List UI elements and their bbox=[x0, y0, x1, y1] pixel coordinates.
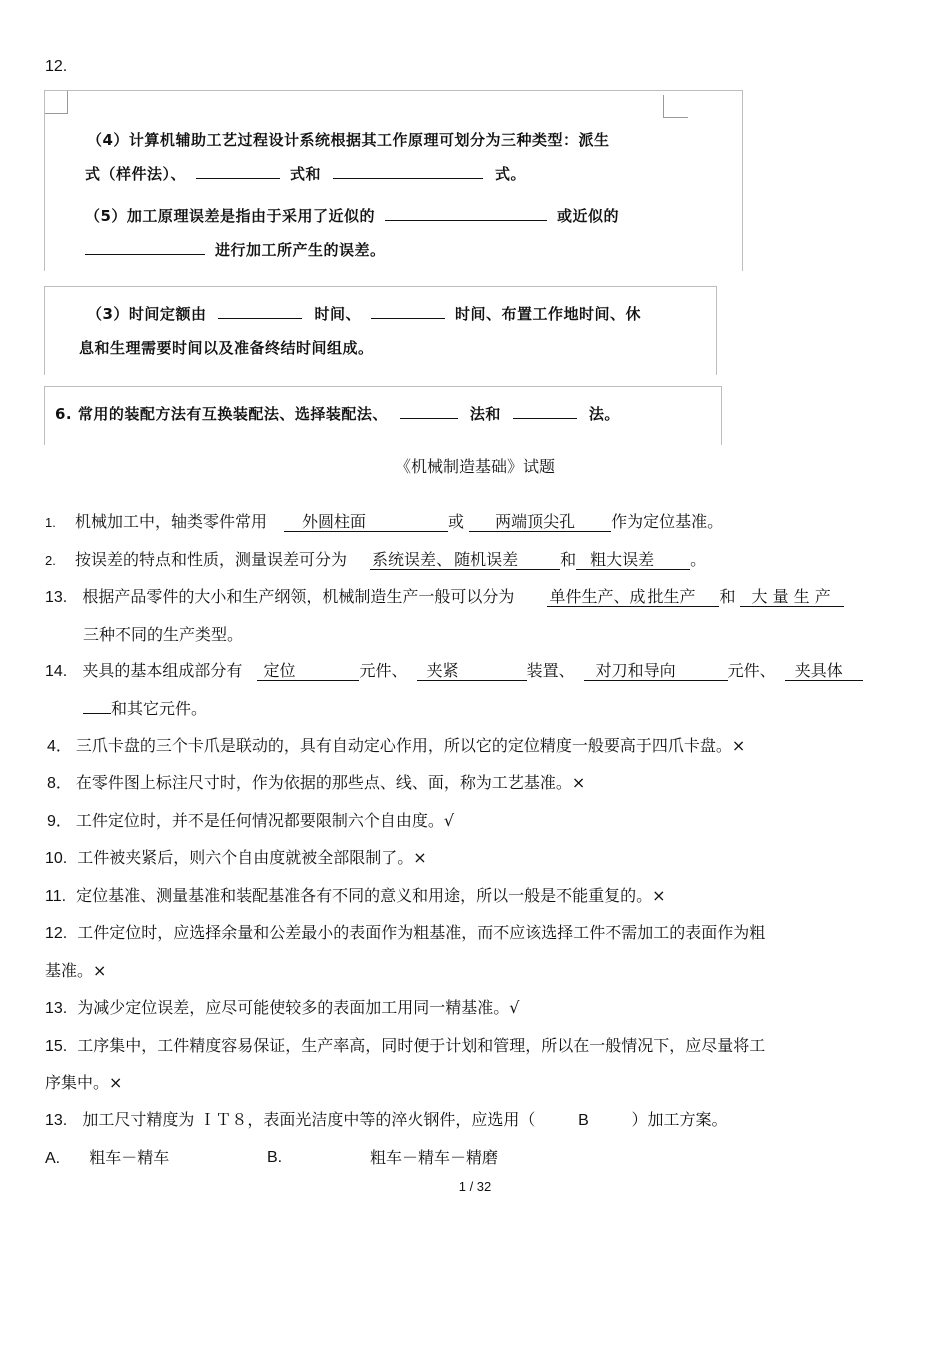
scan-box-1-line1: （4）计算机辅助工艺过程设计系统根据其工作原理可划分为三种类型：派生 bbox=[87, 131, 610, 149]
answer: 定位 bbox=[257, 661, 359, 681]
judge-item: 4． 三爪卡盘的三个卡爪是联动的，具有自动定心作用，所以它的定位精度一般要高于四爪卡盘。× bbox=[47, 736, 746, 755]
answer: 随机误差 bbox=[452, 550, 560, 570]
corner-mark-right bbox=[663, 95, 688, 118]
scan-box-3-line1: 6. 常用的装配方法有互换装配法、选择装配法、 法和 法。 bbox=[55, 405, 620, 423]
blank bbox=[385, 206, 547, 221]
page-title: 《机械制造基础》试题 bbox=[394, 457, 555, 476]
corner-mark-left bbox=[45, 91, 68, 114]
judge-item: 11. 定位基准、测量基准和装配基准各有不同的意义和用途，所以一般是不能重复的。× bbox=[45, 886, 666, 905]
blank bbox=[333, 164, 483, 179]
judge-item: 8． 在零件图上标注尺寸时，作为依据的那些点、线、面，称为工艺基准。× bbox=[47, 773, 586, 792]
answer: 夹紧 bbox=[417, 661, 527, 681]
blank bbox=[218, 304, 302, 319]
fill-item-1: 1. 机械加工中，轴类零件常用 外圆柱面 或 两端顶尖孔 作为定位基准。 bbox=[45, 512, 724, 531]
fill-item-13-line2: 三种不同的生产类型。 bbox=[83, 625, 244, 644]
judge-item: 10. 工件被夹紧后，则六个自由度就被全部限制了。× bbox=[45, 848, 427, 867]
scan-box-1-line2: 式（样件法）、 式和 式。 bbox=[85, 165, 527, 183]
judge-item: 12. 工件定位时，应选择余量和公差最小的表面作为粗基准，而不应该选择工件不需加工的表面作为粗 bbox=[45, 923, 766, 942]
choice-answer: B bbox=[578, 1112, 589, 1129]
judge-item: 13. 为减少定位误差，应尽可能使较多的表面加工用同一精基准。√ bbox=[45, 998, 520, 1017]
blank bbox=[513, 404, 577, 419]
scan-box-1 bbox=[44, 90, 743, 271]
answer: 系统误差 bbox=[372, 550, 437, 569]
item-number: 12. bbox=[45, 58, 68, 75]
answer: 单件生产 bbox=[549, 587, 614, 606]
fill-item-2: 2. 按误差的特点和性质，测量误差可分为 系统误差、 随机误差 和 粗大误差 。 bbox=[45, 550, 707, 569]
answer: 粗大误差 bbox=[576, 550, 690, 570]
blank bbox=[83, 699, 111, 714]
fill-item-13: 13. 根据产品零件的大小和生产纲领，机械制造生产一般可以分为 单件生产、成 批生产 和 大 量 生 产 bbox=[45, 587, 844, 608]
scan-box-1-line3: （5）加工原理误差是指由于采用了近似的 或近似的 bbox=[85, 207, 619, 225]
answer: 外圆柱面 bbox=[284, 512, 448, 532]
blank bbox=[400, 404, 458, 419]
fill-item-14-line2: 和其它元件。 bbox=[83, 699, 207, 719]
choice-item: 13. 加工尺寸精度为 ＩＴ８，表面光洁度中等的淬火钢件，应选用（ B ）加工方案。 bbox=[45, 1110, 728, 1129]
answer: 夹具体 bbox=[785, 661, 863, 681]
blank bbox=[196, 164, 280, 179]
judge-item-line2: 序集中。× bbox=[45, 1073, 123, 1092]
blank bbox=[371, 304, 445, 319]
fill-item-14: 14. 夹具的基本组成部分有 定位 元件、 夹紧 装置、 对刀和导向 元件、 夹具体 bbox=[45, 661, 863, 682]
answer: 两端顶尖孔 bbox=[469, 512, 611, 532]
scan-box-2-line1: （3）时间定额由 时间、 时间、布置工作地时间、休 bbox=[87, 305, 641, 323]
scan-box-2-line2: 息和生理需要时间以及准备终结时间组成。 bbox=[79, 339, 374, 357]
judge-item-line2: 基准。× bbox=[45, 961, 107, 980]
choice-options: A. 粗车－精车 B. 粗车－精车－精磨 bbox=[45, 1148, 499, 1167]
scan-box-2 bbox=[44, 286, 717, 375]
judge-item: 15. 工序集中，工件精度容易保证，生产率高，同时便于计划和管理，所以在一般情况下，应尽量将工 bbox=[45, 1036, 766, 1055]
blank bbox=[85, 240, 205, 255]
answer: 批生产 bbox=[645, 587, 719, 607]
answer: 大 量 生 产 bbox=[740, 587, 844, 607]
page-number: 1 / 32 bbox=[458, 1179, 492, 1194]
answer: 对刀和导向 bbox=[584, 661, 728, 681]
scan-box-1-line4: 进行加工所产生的误差。 bbox=[85, 239, 386, 260]
scan-box-3 bbox=[44, 386, 722, 445]
judge-item: 9． 工件定位时，并不是任何情况都要限制六个自由度。√ bbox=[47, 811, 455, 830]
